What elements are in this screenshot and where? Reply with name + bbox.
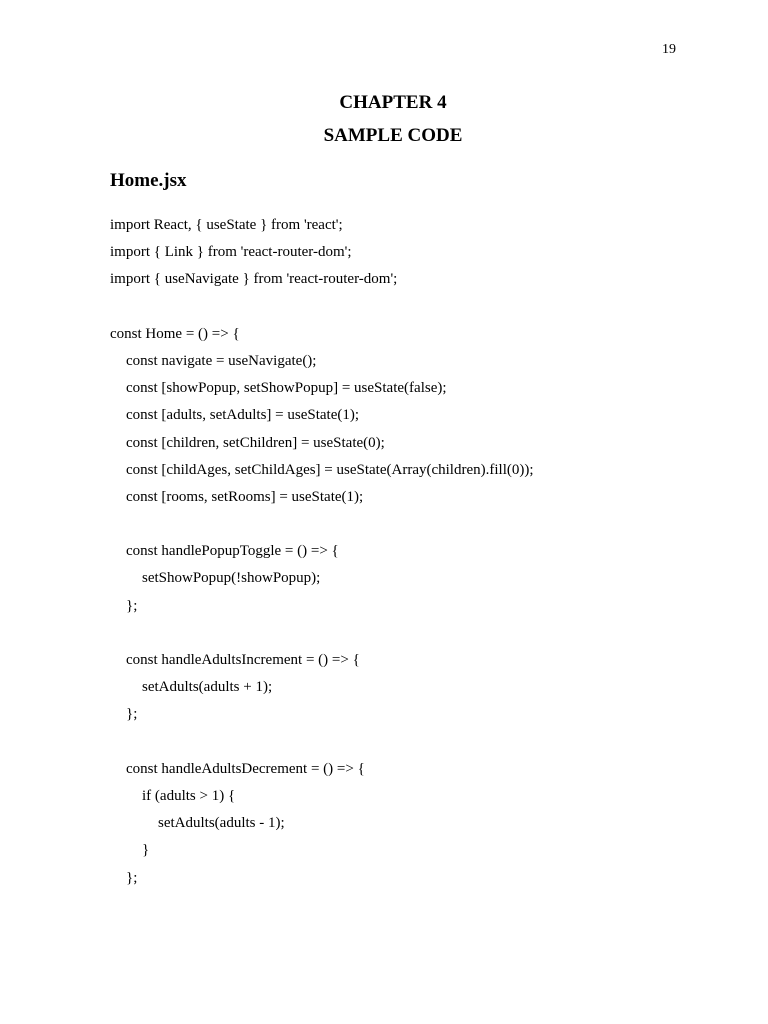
code-line: const [rooms, setRooms] = useState(1); bbox=[126, 488, 364, 505]
chapter-title: CHAPTER 4 bbox=[339, 92, 447, 113]
code-line: const [adults, setAdults] = useState(1); bbox=[126, 407, 360, 424]
code-line: const handlePopupToggle = () => { bbox=[126, 543, 339, 560]
code-line: const handleAdultsIncrement = () => { bbox=[126, 652, 360, 668]
code-line: const [showPopup, setShowPopup] = useState(false); bbox=[126, 380, 447, 397]
code-line-blank bbox=[110, 295, 534, 322]
code-line: if (adults > 1) { bbox=[142, 787, 236, 804]
page-number: 19 bbox=[662, 42, 676, 57]
code-line: setAdults(adults - 1); bbox=[158, 815, 285, 832]
code-line: const [children, setChildren] = useState(0); bbox=[126, 434, 385, 451]
code-line-blank bbox=[110, 730, 534, 757]
code-line-blank bbox=[110, 512, 534, 539]
code-line: import { useNavigate } from 'react-router-dom'; bbox=[110, 271, 398, 288]
code-line: setShowPopup(!showPopup); bbox=[142, 570, 321, 587]
code-line: const navigate = useNavigate(); bbox=[126, 352, 317, 369]
code-line: const [childAges, setChildAges] = useState(Array(children).fill(0)); bbox=[126, 461, 534, 478]
code-line: const Home = () => { bbox=[110, 325, 240, 342]
chapter-subtitle: SAMPLE CODE bbox=[323, 125, 463, 146]
code-line-blank bbox=[110, 621, 534, 648]
code-line: }; bbox=[126, 597, 138, 614]
code-line: setAdults(adults + 1); bbox=[142, 679, 273, 696]
code-line: }; bbox=[126, 869, 138, 886]
code-line: }; bbox=[126, 706, 138, 723]
code-line: import { Link } from 'react-router-dom'; bbox=[110, 244, 352, 261]
code-line: import React, { useState } from 'react'; bbox=[110, 217, 343, 233]
code-line: } bbox=[142, 842, 150, 859]
code-block bbox=[110, 213, 534, 893]
file-heading: Home.jsx bbox=[110, 170, 187, 191]
code-line: const handleAdultsDecrement = () => { bbox=[126, 760, 365, 777]
